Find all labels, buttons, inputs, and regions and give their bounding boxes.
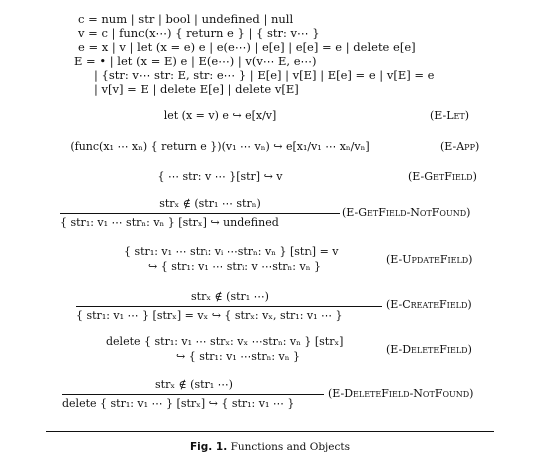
- caption-text: Functions and Objects: [230, 441, 351, 453]
- grammar-line-E-cont2: | v[v] = E | delete E[e] | delete v[E]: [94, 82, 299, 96]
- grammar-line-v: v = c | func(x⋯) { return e } | { str: v⋯ }: [78, 26, 320, 40]
- caption-rule: [46, 431, 494, 432]
- rule-deletefield-line2: ↪ { str₁: v₁ ⋯strₙ: vₙ }: [176, 350, 301, 363]
- rule-getfield-notfound-bar: [60, 213, 340, 214]
- rule-updatefield-name: (E-UpdateField): [386, 253, 473, 266]
- rule-deletefield-notfound-premise: strₓ ∉ (str₁ ⋯): [155, 378, 233, 391]
- rule-updatefield-line1: { str₁: v₁ ⋯ strᵢ: vᵢ ⋯strₙ: vₙ } [strᵢ] = v: [124, 245, 339, 258]
- rule-deletefield-notfound-bar: [62, 394, 324, 395]
- rule-let-expr: let (x = v) e ↪ e[x/v]: [163, 109, 277, 122]
- rule-deletefield-notfound-conclusion: delete { str₁: v₁ ⋯ } [strₓ] ↪ { str₁: v₁ ⋯ }: [62, 397, 295, 410]
- grammar-line-e: e = x | v | let (x = e) e | e(e⋯) | e[e] | e[e] = e | delete e[e]: [78, 40, 416, 54]
- figure-caption: [0, 441, 540, 453]
- rule-app-expr: (func(x₁ ⋯ xₙ) { return e })(v₁ ⋯ vₙ) ↪ e[x₁/v₁ ⋯ xₙ/vₙ]: [70, 140, 370, 153]
- caption-label: Fig. 1.: [189, 441, 228, 453]
- rule-updatefield-line2: ↪ { str₁: v₁ ⋯ strᵢ: v ⋯strₙ: vₙ }: [148, 260, 321, 273]
- rule-createfield-conclusion: { str₁: v₁ ⋯ } [strₓ] = vₓ ↪ { strₓ: vₓ, str₁: v₁ ⋯ }: [76, 309, 343, 322]
- rule-app-name: (E-App): [440, 140, 480, 153]
- rule-getfield-notfound-premise: strₓ ∉ (str₁ ⋯ strₙ): [159, 197, 261, 210]
- grammar-line-c: c = num | str | bool | undefined | null: [78, 12, 294, 26]
- grammar-line-E: E = • | let (x = E) e | E(e⋯) | v(v⋯ E, e⋯): [74, 54, 317, 68]
- rule-getfield-name: (E-GetField): [408, 170, 477, 183]
- rule-deletefield-line1: delete { str₁: v₁ ⋯ strₓ: vₓ ⋯strₙ: vₙ } [strₓ]: [106, 335, 344, 348]
- rule-deletefield-name: (E-DeleteField): [386, 343, 472, 356]
- rule-deletefield-notfound-name: (E-DeleteField-NotFound): [328, 387, 474, 400]
- rule-getfield-notfound-name: (E-GetField-NotFound): [342, 206, 471, 219]
- rule-getfield-expr: { ⋯ str: v ⋯ }[str] ↪ v: [157, 170, 283, 183]
- grammar-line-E-cont1: | {str: v⋯ str: E, str: e⋯ } | E[e] | v[E] | E[e] = e | v[E] = e: [94, 68, 435, 82]
- rule-let-name: (E-Let): [430, 109, 470, 122]
- rule-createfield-name: (E-CreateField): [386, 298, 472, 311]
- rule-createfield-premise: strₓ ∉ (str₁ ⋯): [191, 290, 269, 303]
- rule-createfield-bar: [76, 306, 382, 307]
- rule-getfield-notfound-conclusion: { str₁: v₁ ⋯ strₙ: vₙ } [strₓ] ↪ undefined: [60, 216, 279, 229]
